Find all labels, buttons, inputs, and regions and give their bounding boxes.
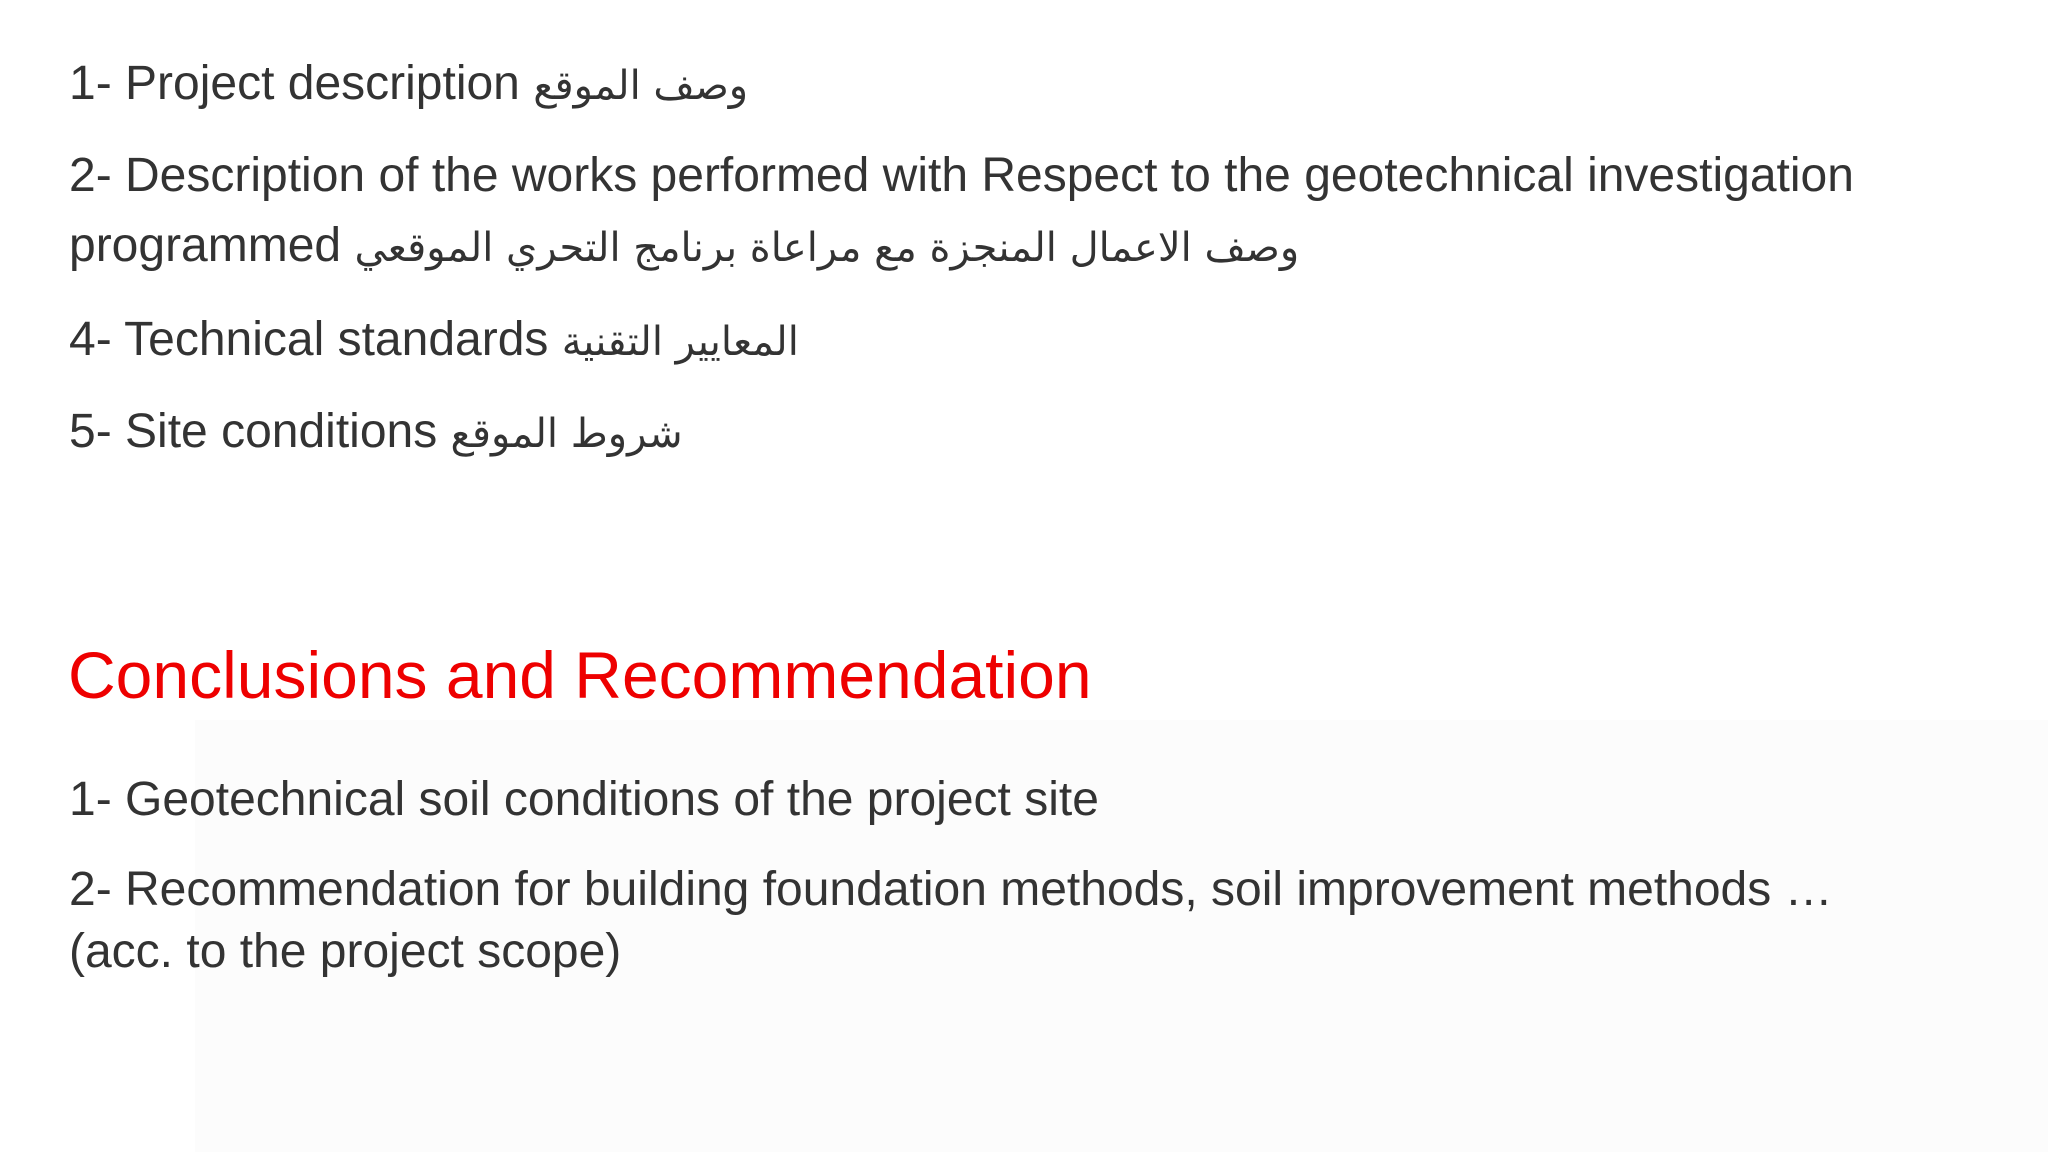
intro-item-1-text: 1- Project description [69, 57, 520, 110]
intro-item-4-arabic: المعايير التقنية [561, 319, 799, 365]
intro-item-4 [69, 306, 799, 376]
intro-item-1-arabic: وصف الموقع [533, 63, 749, 109]
intro-item-5-arabic: شروط الموقع [450, 411, 683, 457]
conclusion-item-1: 1- Geotechnical soil conditions of the project site [69, 773, 1099, 826]
conclusions-heading: Conclusions and Recommendation [68, 638, 1092, 712]
intro-item-2 [69, 142, 1854, 210]
intro-item-4-text: 4- Technical standards [69, 313, 549, 366]
intro-item-5 [69, 398, 683, 468]
conclusion-item-2: 2- Recommendation for building foundation methods, soil improvement methods … [69, 863, 1833, 916]
intro-item-2-continued-text: programmed [69, 219, 342, 272]
intro-item-2-text: 2- Description of the works performed with Respect to the geotechnical investigation [69, 149, 1854, 202]
intro-item-2-arabic: وصف الاعمال المنجزة مع مراعاة برنامج التحري الموقعي [354, 225, 1300, 271]
conclusion-item-2-continued: (acc. to the project scope) [69, 925, 622, 978]
intro-item-2-continued [69, 212, 1299, 282]
intro-item-1 [69, 50, 748, 120]
intro-item-5-text: 5- Site conditions [69, 405, 438, 458]
